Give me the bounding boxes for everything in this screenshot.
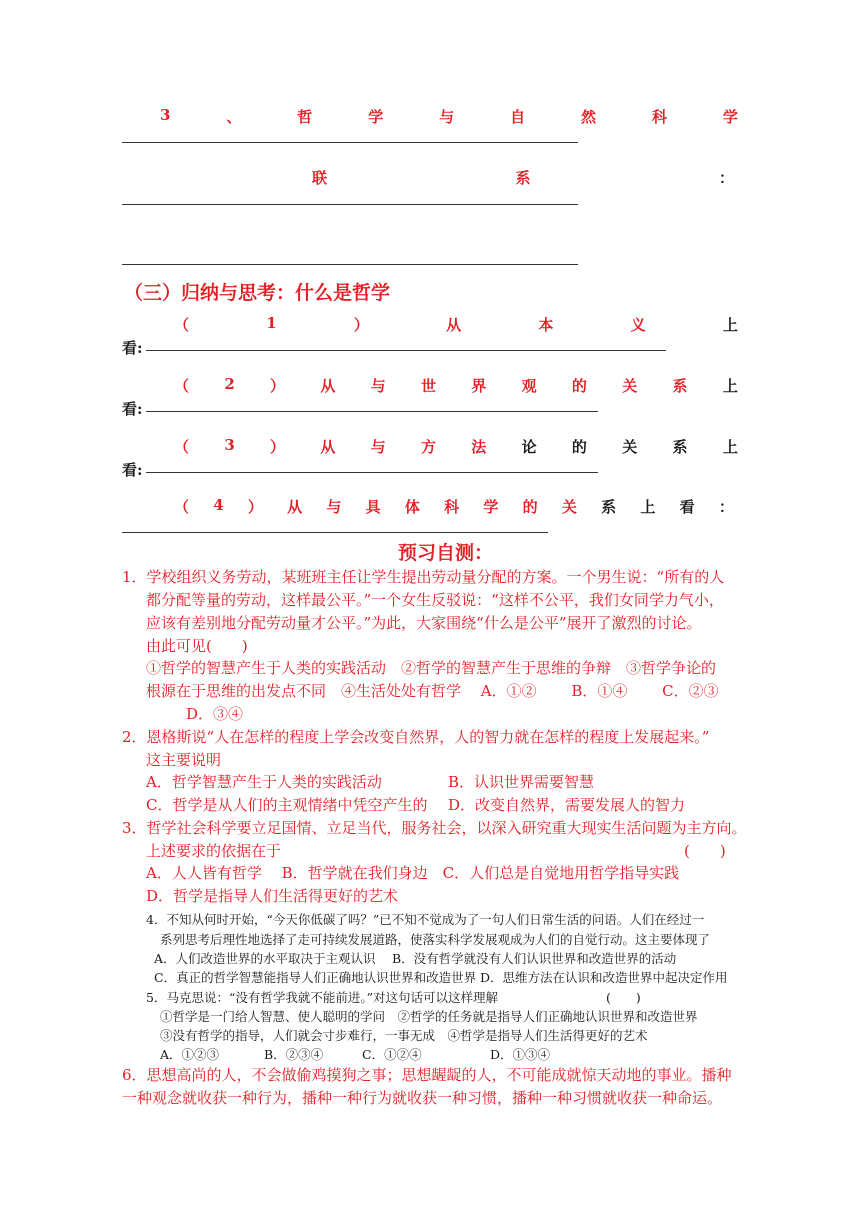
summary-question-2-char: 的 — [571, 377, 587, 395]
q5-answer-paren: ( ) — [606, 990, 641, 1005]
q4-stem-line2: 系列思考后理性地选择了走可持续发展道路，使落实科学发展观成为人们的自觉行动。这主要体现了 — [160, 932, 711, 947]
q1-options-line1: ①哲学的智慧产生于人类的实践活动 ②哲学的智慧产生于思维的争辩 ③哲学争论的 — [146, 659, 717, 677]
summary-question-2-char: 世 — [420, 377, 436, 395]
section-3-title-char: 与 — [439, 108, 455, 126]
q5-options-line2: ③没有哲学的指导，人们就会寸步难行，一事无成 ④哲学是指导人们生活得更好的艺术 — [160, 1028, 648, 1043]
summary-question-2-char: ） — [270, 377, 286, 395]
q6-line1: 6．思想高尚的人，不会做偷鸡摸狗之事；思想龌龊的人，不可能成就惊天动地的事业。播种 — [122, 1066, 732, 1084]
summary-question-4-char: 4 — [213, 496, 224, 514]
summary-question-3-char: 论 — [521, 438, 537, 456]
q5-option-d: D．①③④ — [490, 1047, 551, 1062]
summary-question-3 — [174, 436, 738, 457]
section-3-title-char: 然 — [581, 108, 597, 126]
blank-line — [122, 142, 578, 143]
summary-question-4-char: ： — [718, 498, 734, 516]
q1-stem-line2: 都分配等量的劳动，这样最公平。”一个女生反驳说：“这样不公平，我们女同学力气小， — [146, 591, 724, 609]
summary-question-3-char: 上 — [722, 438, 738, 456]
summary-question-2-char: 系 — [672, 377, 688, 395]
blank-line — [122, 264, 578, 265]
section-3-title-char: 哲 — [297, 108, 313, 126]
blank-line — [146, 350, 666, 351]
summary-question-1-char: 上 — [722, 316, 738, 334]
summary-question-3-char: 从 — [320, 438, 336, 456]
summary-question-2-char: 2 — [224, 375, 235, 393]
summary-question-2-char: 界 — [471, 377, 487, 395]
q5-stem: 5．马克思说：“没有哲学我就不能前进。”对这句话可以这样理解 — [146, 990, 498, 1005]
section-3-title-char: 学 — [368, 108, 384, 126]
q2-stem-line2: 这主要说明 — [146, 751, 222, 769]
summary-question-4-char: 上 — [640, 498, 656, 516]
summary-question-3-char: 系 — [672, 438, 688, 456]
summary-question-3-char: 关 — [622, 438, 638, 456]
blank-line — [146, 411, 598, 412]
section-3-subtitle-char: 联 — [312, 169, 328, 187]
summary-question-1 — [174, 314, 738, 335]
q2-option-a: A．哲学智慧产生于人类的实践活动 — [146, 773, 382, 791]
summary-question-4-char: 的 — [522, 498, 538, 516]
section-3-subtitle-char: ： — [718, 169, 734, 187]
summary-question-4-char: 关 — [561, 498, 577, 516]
q5-options-line1: ①哲学是一门给人智慧、使人聪明的学问 ②哲学的任务就是指导人们正确地认识世界和改造世界 — [160, 1009, 698, 1024]
summary-question-1-char: 1 — [266, 314, 277, 332]
q1-options-line2: 根源在于思维的出发点不同 ④生活处处有哲学 A．①② B．①④ C．②③ — [146, 682, 719, 700]
q4-stem-line1: 4．不知从何时开始，“今天你低碳了吗？”已不知不觉成为了一句人们日常生活的问语。人们在经过一 — [146, 912, 705, 927]
summary-question-1-char: ） — [353, 316, 369, 334]
q4-options-line2: C．真正的哲学智慧能指导人们正确地认识世界和改造世界 D．思维方法在认识和改造世界中起决定作用 — [154, 970, 728, 985]
q5-option-a: A．①②③ — [160, 1047, 220, 1062]
summary-question-3-tail: 看: — [122, 461, 143, 479]
summary-question-2-char: 与 — [370, 377, 386, 395]
q4-options-line1: A．人们改造世界的水平取决于主观认识 B．没有哲学就没有人们认识世界和改造世界的活动 — [154, 951, 677, 966]
q1-stem-line3: 应该有差别地分配劳动量才公平。”为此，大家围绕“什么是公平”展开了激烈的讨论。 — [146, 614, 702, 632]
summary-question-4-char: 从 — [287, 498, 303, 516]
summary-question-4 — [174, 496, 734, 517]
summary-question-2-char: （ — [174, 377, 190, 395]
summary-question-2-char: 从 — [320, 377, 336, 395]
q2-option-b: B．认识世界需要智慧 — [448, 773, 595, 791]
summary-question-2-tail: 看: — [122, 400, 143, 418]
summary-question-2 — [174, 375, 738, 396]
summary-question-4-char: ） — [247, 498, 263, 516]
section-3-title-char: 、 — [226, 108, 242, 126]
q3-stem-line1: 3．哲学社会科学要立足国情、立足当代，服务社会，以深入研究重大现实生活问题为主方向。 — [122, 819, 747, 837]
test-heading: 预习自测： — [398, 542, 494, 564]
summary-question-2-char: 观 — [521, 377, 537, 395]
section-3-title-char: 学 — [722, 108, 738, 126]
section-3-title-char: 自 — [510, 108, 526, 126]
summary-question-1-char: 从 — [446, 316, 462, 334]
summary-question-3-char: 方 — [420, 438, 436, 456]
q5-option-b: B．②③④ — [264, 1047, 324, 1062]
summary-question-2-char: 上 — [722, 377, 738, 395]
section-3-title-char: 科 — [651, 108, 667, 126]
summary-question-4-char: 看 — [679, 498, 695, 516]
q5-option-c: C．①②④ — [362, 1047, 422, 1062]
blank-line — [146, 472, 598, 473]
section-3-title-char: 3 — [160, 106, 171, 124]
summary-question-4-char: 学 — [483, 498, 499, 516]
summary-question-4-char: （ — [174, 498, 190, 516]
summary-question-1-char: 本 — [538, 316, 554, 334]
q3-options-line1: A．人人皆有哲学 B．哲学就在我们身边 C．人们总是自觉地用哲学指导实践 — [146, 864, 680, 882]
summary-question-1-char: 义 — [630, 316, 646, 334]
q3-options-line2: D．哲学是指导人们生活得更好的艺术 — [146, 887, 399, 905]
section-3-subtitle-char: 系 — [515, 169, 531, 187]
summary-question-3-char: ） — [270, 438, 286, 456]
q3-stem-line2: 上述要求的依据在于 — [146, 842, 282, 860]
blank-line — [122, 532, 548, 533]
summary-question-4-char: 与 — [326, 498, 342, 516]
summary-heading: （三）归纳与思考：什么是哲学 — [124, 282, 391, 304]
summary-question-4-char: 系 — [601, 498, 617, 516]
section-3-title — [160, 106, 738, 127]
summary-question-3-char: 的 — [571, 438, 587, 456]
summary-question-3-char: 3 — [224, 436, 235, 454]
q1-stem-line1: 1．学校组织义务劳动，某班班主任让学生提出劳动量分配的方案。一个男生说：“所有的人 — [122, 568, 725, 586]
blank-line — [122, 204, 578, 205]
q2-option-d: D．改变自然界，需要发展人的智力 — [448, 796, 686, 814]
q2-option-c: C．哲学是从人们的主观情绪中凭空产生的 — [146, 796, 428, 814]
q2-stem-line1: 2．恩格斯说“人在怎样的程度上学会改变自然界，人的智力就在怎样的程度上发展起来。” — [122, 728, 710, 746]
section-3-subtitle — [312, 167, 734, 188]
q6-line2: 一种观念就收获一种行为，播种一种行为就收获一种习惯，播种一种习惯就收获一种命运。 — [122, 1089, 723, 1107]
summary-question-1-tail: 看: — [122, 339, 143, 357]
summary-question-4-char: 体 — [404, 498, 420, 516]
summary-question-4-char: 科 — [444, 498, 460, 516]
summary-question-2-char: 关 — [622, 377, 638, 395]
summary-question-3-char: （ — [174, 438, 190, 456]
summary-question-1-char: （ — [174, 316, 190, 334]
summary-question-3-char: 法 — [471, 438, 487, 456]
q3-answer-paren: ( ) — [684, 842, 726, 860]
summary-question-3-char: 与 — [370, 438, 386, 456]
q1-stem-line4: 由此可见( ) — [146, 637, 248, 655]
q1-options-line3: D．③④ — [186, 705, 244, 723]
summary-question-4-char: 具 — [365, 498, 381, 516]
